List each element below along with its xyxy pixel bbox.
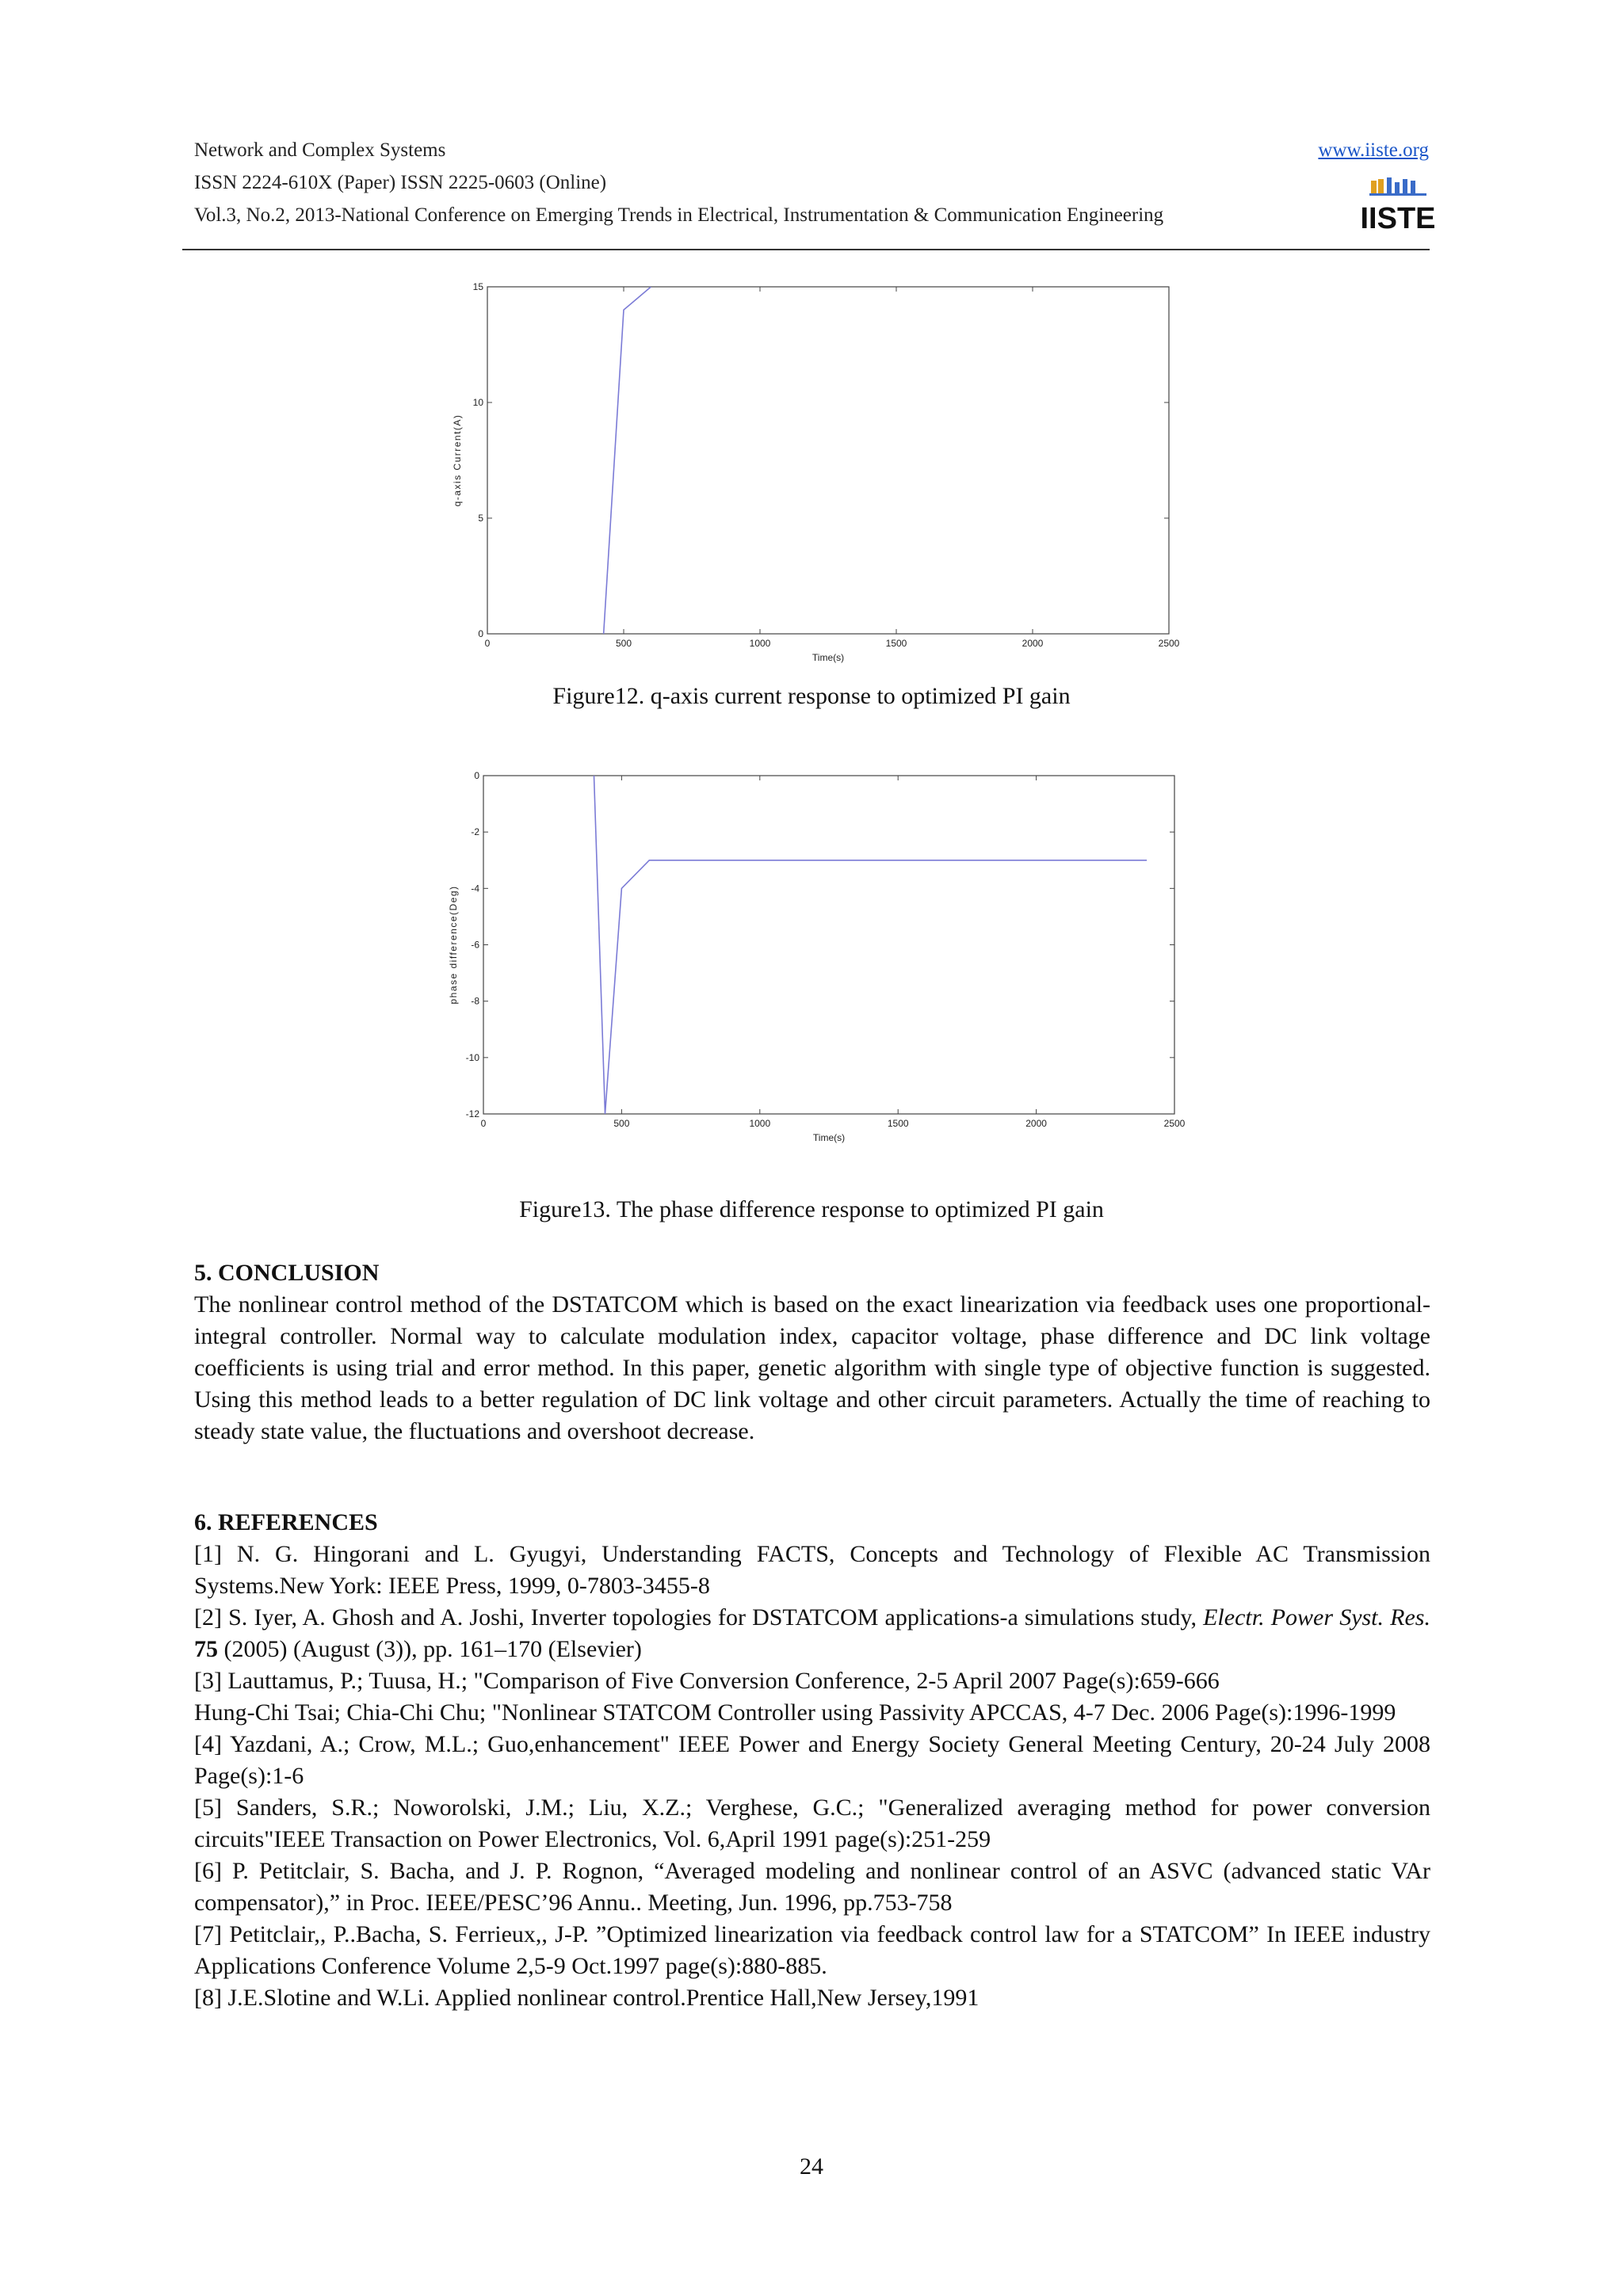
references-heading: 6. REFERENCES [194, 1509, 378, 1535]
reference-2-journal: Electr. Power Syst. Res. [1203, 1604, 1430, 1630]
x-tick-label: 500 [615, 638, 632, 649]
iiste-logo [1360, 176, 1436, 235]
x-axis-label: Time(s) [812, 652, 845, 663]
y-tick-label: -8 [471, 995, 479, 1007]
reference-8: [8] J.E.Slotine and W.Li. Applied nonlinear control.Prentice Hall,New Jersey,1991 [194, 1985, 980, 2011]
reference-1: [1] N. G. Hingorani and L. Gyugyi, Understanding FACTS, Concepts and Technology of Flexible AC Transmission Systems.New York: IEEE Press, 1999, 0-7803-3455-8 [194, 1541, 1430, 1599]
x-tick-label: 500 [613, 1118, 630, 1129]
y-tick-label: -10 [465, 1051, 479, 1063]
volume-line: Vol.3, No.2, 2013-National Conference on Emerging Trends in Electrical, Instrumentation & Communication Engineering [194, 204, 1164, 226]
conclusion-heading: 5. CONCLUSION [194, 1260, 380, 1286]
x-tick-label: 0 [484, 638, 491, 649]
header-rule [182, 249, 1430, 250]
x-tick-label: 1500 [885, 638, 907, 649]
y-tick-label: 0 [478, 628, 483, 639]
reference-4: [4] Yazdani, A.; Crow, M.L.; Guo,enhancement" IEEE Power and Energy Society General Meeting Century, 20-24 July 2008 Page(s):1-6 [194, 1731, 1430, 1789]
reference-3: [3] Lauttamus, P.; Tuusa, H.; "Comparison of Five Conversion Conference, 2-5 April 2007 Page(s):659-666 [194, 1668, 1220, 1694]
journal-name: Network and Complex Systems [194, 139, 446, 161]
reference-2-text: [2] S. Iyer, A. Ghosh and A. Joshi, Inverter topologies for DSTATCOM applications-a simulations study, [194, 1604, 1204, 1630]
reference-2 [194, 1602, 1430, 1665]
x-axis-label: Time(s) [812, 1132, 846, 1143]
reference-6: [6] P. Petitclair, S. Bacha, and J. P. Rognon, “Averaged modeling and nonlinear control of an ASVC (advanced static VAr compensator),” in Proc. IEEE/PESC’96 Annu.. Meeting, Jun. 1996, pp.753-758 [194, 1858, 1430, 1916]
x-tick-label: 2500 [1158, 638, 1180, 649]
x-tick-label: 1500 [887, 1118, 909, 1129]
journal-url-link[interactable]: www.iiste.org [1318, 139, 1429, 161]
reference-5: [5] Sanders, S.R.; Noworolski, J.M.; Liu, X.Z.; Verghese, G.C.; "Generalized averaging method for power conversion circuits"IEEE Transaction on Power Electronics, Vol. 6,April 1991 page(s):251-259 [194, 1794, 1430, 1852]
logo-text: IISTE [1360, 202, 1436, 235]
y-tick-label: -12 [465, 1108, 479, 1119]
y-tick-label: 0 [474, 770, 479, 781]
reference-2-details: (2005) (August (3)), pp. 161–170 (Elsevier) [218, 1636, 642, 1662]
y-tick-label: 15 [472, 281, 483, 292]
y-tick-label: -6 [471, 939, 479, 951]
plot-frame [487, 287, 1169, 634]
y-tick-label: 10 [472, 397, 483, 408]
y-tick-label: 5 [478, 513, 483, 524]
y-axis-label: phase difference(Deg) [448, 885, 459, 1005]
reference-7: [7] Petitclair,, P..Bacha, S. Ferrieux,, J-P. ”Optimized linearization via feedback control law for a STATCOM” In IEEE industry Applications Conference Volume 2,5-9 Oct.1997 page(s):880-885. [194, 1921, 1430, 1979]
figure12-chart [444, 273, 1205, 669]
x-tick-label: 1000 [749, 1118, 771, 1129]
page-number: 24 [800, 2153, 823, 2180]
reference-2-volume: 75 [194, 1636, 218, 1662]
references-list [194, 1539, 1430, 2014]
figure12-caption: Figure12. q-axis current response to optimized PI gain [552, 683, 1071, 709]
reference-3b: Hung-Chi Tsai; Chia-Chi Chu; "Nonlinear STATCOM Controller using Passivity APCCAS, 4-7 Dec. 2006 Page(s):1996-1999 [194, 1699, 1396, 1726]
x-tick-label: 2000 [1025, 1118, 1047, 1129]
x-tick-label: 1000 [749, 638, 771, 649]
plot-frame [483, 776, 1174, 1114]
x-tick-label: 2000 [1022, 638, 1044, 649]
y-axis-label: q-axis Current(A) [452, 414, 463, 507]
x-tick-label: 2500 [1163, 1118, 1186, 1129]
conclusion-text: The nonlinear control method of the DSTATCOM which is based on the exact linearization via feedback uses one proportional-integral controller. Normal way to calculate modulation index, capacitor voltage, phase difference and DC link voltage coefficients is using trial and error method. In this paper, genetic algorithm with single type of objective function is suggested. Using this method leads to a better regulation of DC link voltage and other circuit parameters. Actually the time of reaching to steady state value, the fluctuations and overshoot decrease. [194, 1291, 1430, 1444]
y-tick-label: -2 [471, 826, 479, 838]
x-tick-label: 0 [480, 1118, 487, 1129]
issn-line: ISSN 2224-610X (Paper) ISSN 2225-0603 (Online) [194, 172, 607, 193]
y-tick-label: -4 [471, 883, 479, 894]
figure13-chart [444, 765, 1205, 1161]
figure13-caption: Figure13. The phase difference response to optimized PI gain [519, 1196, 1104, 1222]
